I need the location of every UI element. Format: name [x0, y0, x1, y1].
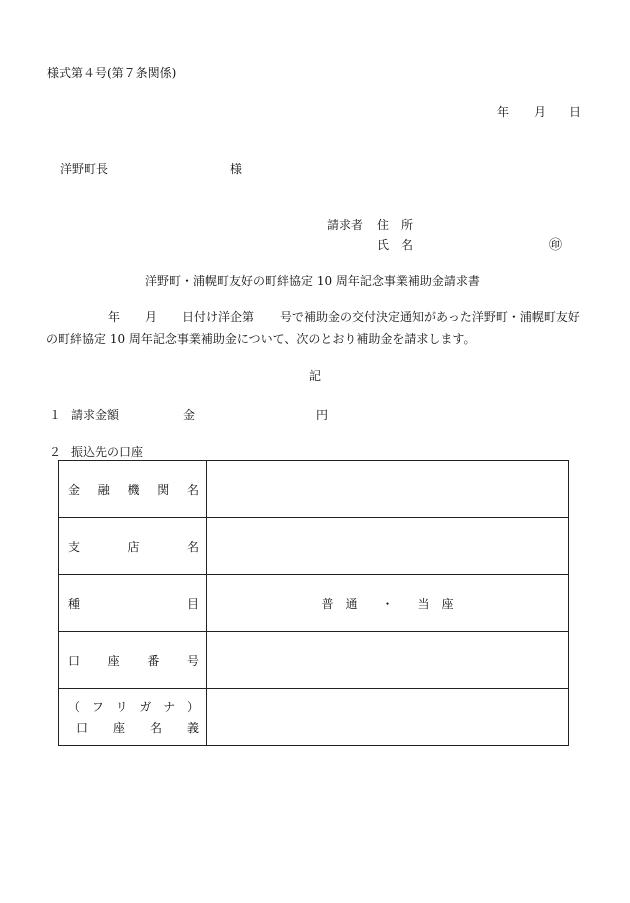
- table-row: [59, 461, 569, 518]
- body-month: 月: [145, 310, 158, 324]
- branch-name-value[interactable]: [207, 518, 569, 575]
- form-number: 様式第４号(第７条関係): [47, 66, 177, 80]
- addressee-title: 洋野町長: [60, 162, 109, 176]
- account-number-label: [68, 652, 199, 669]
- label-char: 名: [186, 539, 199, 554]
- body-year: 年: [108, 310, 121, 324]
- date-month: 月: [534, 105, 547, 119]
- body-line1-rest: 号で補助金の交付決定通知があった洋野町・浦幌町友好: [280, 310, 580, 324]
- body-line2: の町絆協定 10 周年記念事業補助金について、次のとおり補助金を請求します。: [46, 332, 476, 346]
- label-char: 種: [68, 596, 81, 611]
- label-char: 口: [76, 721, 89, 735]
- account-type-label: [68, 595, 199, 612]
- item1-kin: 金: [183, 408, 196, 422]
- body-date-ref: 日付け洋企第: [182, 310, 255, 324]
- bank-name-label-cell: [59, 461, 207, 518]
- bank-account-table: [58, 460, 569, 746]
- date-day: 日: [569, 105, 582, 119]
- bank-name-label: [68, 481, 199, 498]
- table-row: [59, 518, 569, 575]
- requester-address-label: 住 所: [377, 218, 414, 232]
- account-number-label-cell: [59, 632, 207, 689]
- branch-name-label-cell: [59, 518, 207, 575]
- item1-number: １: [49, 408, 62, 422]
- item2-number: ２: [49, 445, 62, 459]
- label-char: 座: [107, 653, 120, 668]
- label-char: 義: [186, 721, 199, 735]
- furigana-label: [68, 698, 199, 715]
- branch-name-label: [68, 538, 199, 555]
- label-char: 融: [97, 482, 110, 497]
- table-row: [59, 632, 569, 689]
- document-title: 洋野町・浦幌町友好の町絆協定 10 周年記念事業補助金請求書: [145, 274, 480, 288]
- label-char: ガ: [139, 700, 152, 714]
- label-char: 名: [186, 482, 199, 497]
- label-char: リ: [115, 700, 128, 714]
- label-char: ナ: [163, 700, 176, 714]
- table-row: [59, 575, 569, 632]
- account-holder-label: [68, 719, 199, 736]
- account-type-value[interactable]: 普 通 ・ 当 座: [207, 575, 569, 632]
- ki-marker: 記: [309, 369, 322, 383]
- account-type-label-cell: [59, 575, 207, 632]
- date-year: 年: [497, 105, 510, 119]
- label-char: 目: [186, 596, 199, 611]
- label-char: 金: [68, 482, 81, 497]
- account-number-value[interactable]: [207, 632, 569, 689]
- label-char: 店: [127, 539, 140, 554]
- addressee-honorific: 様: [230, 162, 243, 176]
- label-char: 機: [127, 482, 140, 497]
- label-char: 座: [112, 721, 125, 735]
- label-char: 支: [68, 539, 81, 554]
- account-holder-value[interactable]: [207, 689, 569, 746]
- table-row: [59, 689, 569, 746]
- label-char: 関: [157, 482, 170, 497]
- label-char: 番: [147, 653, 160, 668]
- item2-label: 振込先の口座: [71, 445, 144, 459]
- item1-yen: 円: [316, 408, 329, 422]
- seal-mark: ㊞: [549, 238, 563, 253]
- label-char: （: [68, 700, 81, 714]
- requester-label: 請求者: [327, 218, 364, 232]
- label-char: 号: [186, 653, 199, 668]
- label-char: 名: [149, 721, 162, 735]
- label-char: 口: [68, 653, 81, 668]
- bank-name-value[interactable]: [207, 461, 569, 518]
- requester-name-label: 氏 名: [377, 238, 414, 252]
- label-char: ）: [186, 700, 199, 714]
- label-char: フ: [91, 700, 104, 714]
- item1-label: 請求金額: [71, 408, 120, 422]
- account-holder-label-cell: [59, 689, 207, 746]
